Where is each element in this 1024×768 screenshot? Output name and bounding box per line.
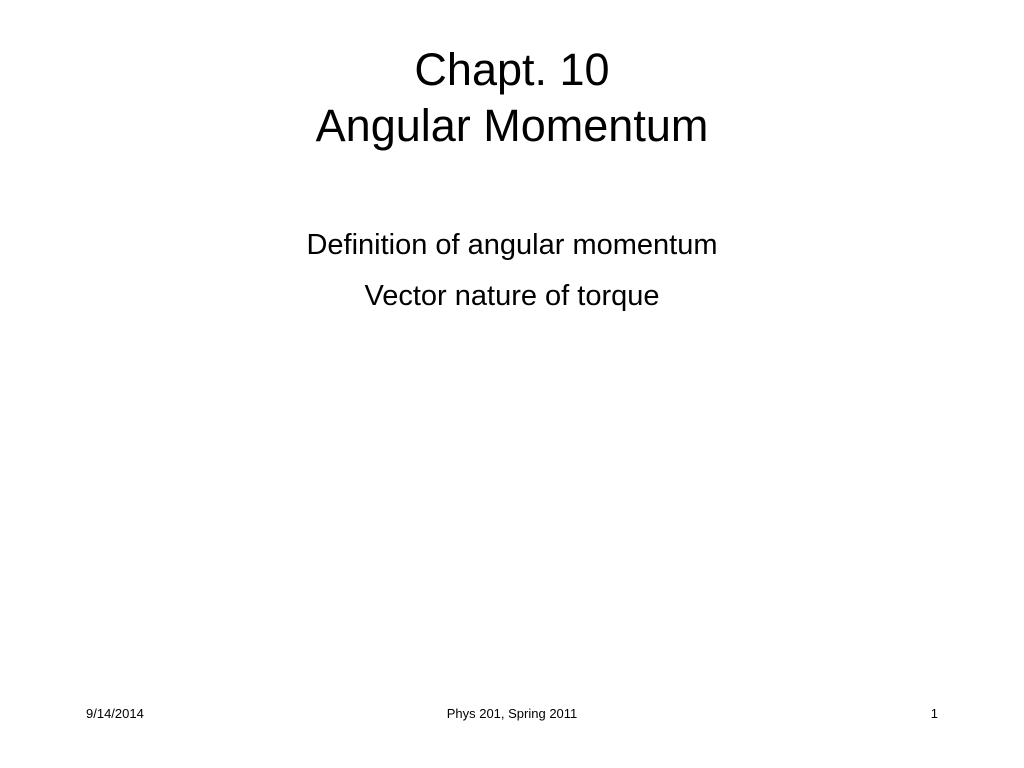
- footer-course: Phys 201, Spring 2011: [446, 706, 578, 721]
- footer-page-number: 1: [930, 706, 938, 721]
- footer-date: 9/14/2014: [86, 706, 144, 721]
- title-line-topic: Angular Momentum: [315, 100, 709, 151]
- slide-subtitle: [0, 220, 1024, 322]
- title-line-chapter: Chapt. 10: [414, 44, 610, 95]
- subtitle-line-torque: Vector nature of torque: [364, 280, 660, 312]
- subtitle-line-definition: Definition of angular momentum: [306, 229, 718, 261]
- slide-title: [0, 42, 1024, 154]
